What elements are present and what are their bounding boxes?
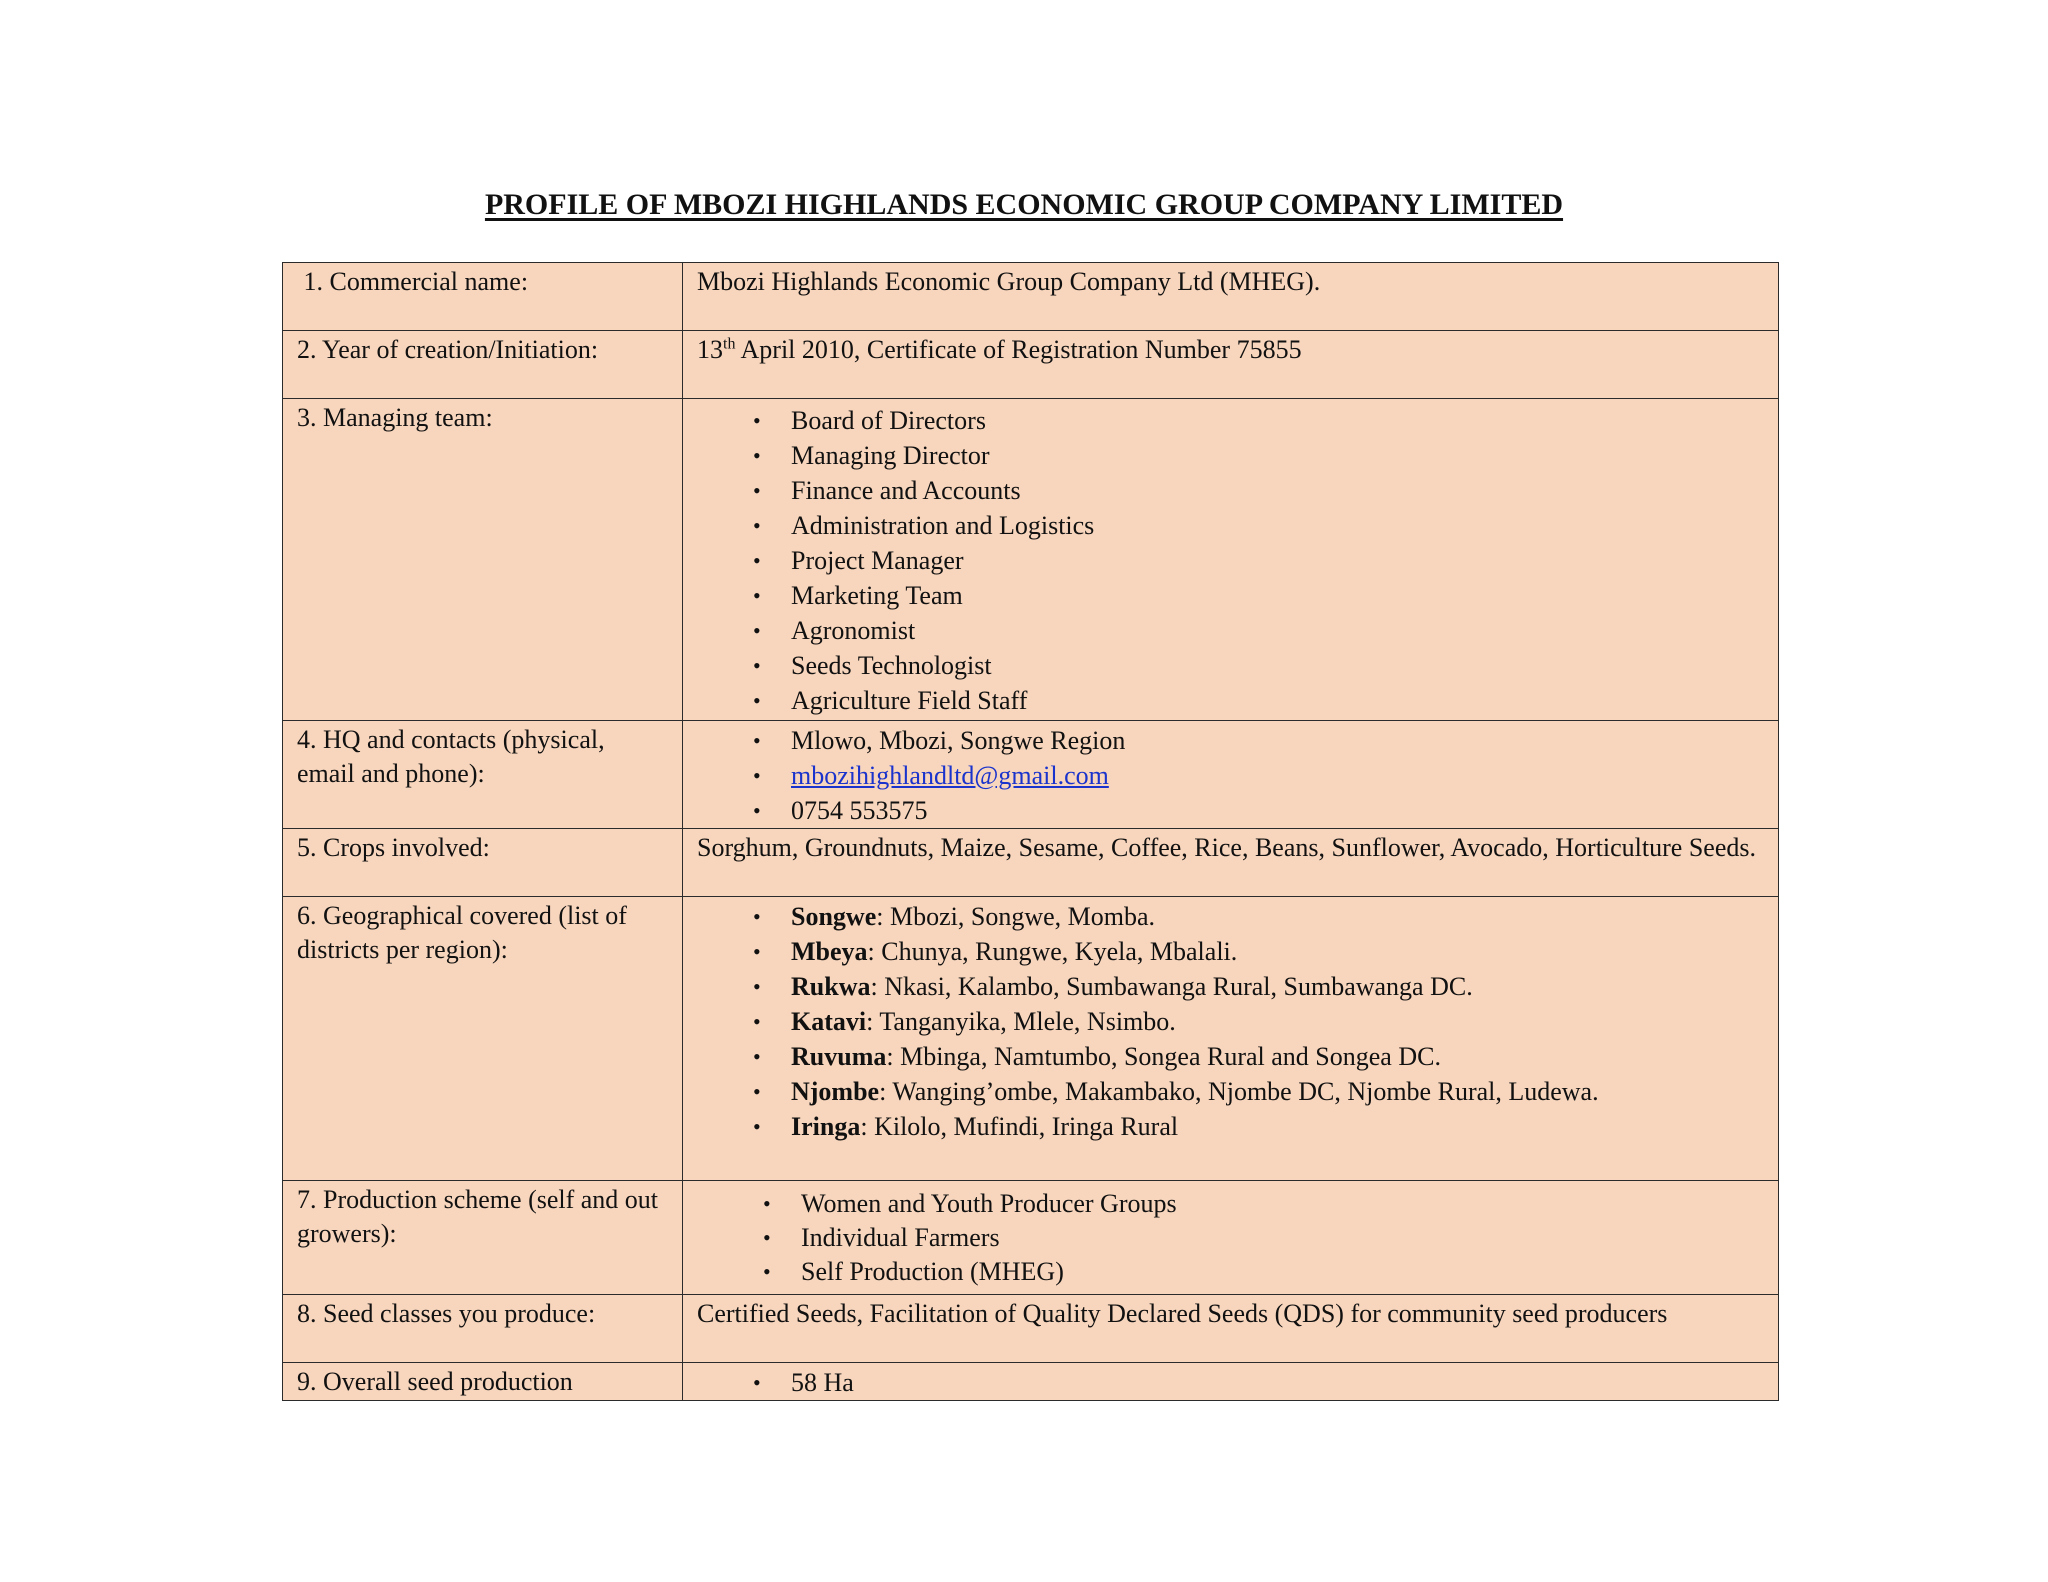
- list-item: [753, 934, 1764, 969]
- bullet-icon: •: [753, 408, 761, 433]
- contacts-list: [697, 723, 1764, 828]
- region-districts: : Tanganyika, Mlele, Nsimbo.: [866, 1007, 1176, 1036]
- bullet-icon: •: [753, 1079, 761, 1104]
- bullet-icon: •: [753, 443, 761, 468]
- bullet-icon: •: [753, 1009, 761, 1034]
- bullet-icon: •: [753, 939, 761, 964]
- row-value: Sorghum, Groundnuts, Maize, Sesame, Coffee, Rice, Beans, Sunflower, Avocado, Horticulture Seeds.: [683, 829, 1779, 897]
- table-row-crops: [283, 829, 1779, 897]
- list-item: [753, 1074, 1764, 1109]
- row-value: [683, 1363, 1779, 1401]
- bullet-icon: •: [753, 728, 761, 753]
- row-value: Certified Seeds, Facilitation of Quality Declared Seeds (QDS) for community seed producers: [683, 1295, 1779, 1363]
- document-title: PROFILE OF MBOZI HIGHLANDS ECONOMIC GROUP COMPANY LIMITED: [484, 188, 1564, 221]
- bullet-icon: •: [753, 763, 761, 788]
- table-row-seed-classes: [283, 1295, 1779, 1363]
- profile-table: [282, 262, 1779, 1401]
- row-label: 5. Crops involved:: [283, 829, 683, 897]
- regions-list: [697, 899, 1764, 1144]
- list-item: • Finance and Accounts: [753, 473, 1764, 508]
- bullet-icon: •: [753, 974, 761, 999]
- table-row-managing-team: [283, 399, 1779, 721]
- region-districts: : Wanging’ombe, Makambako, Njombe DC, Njombe Rural, Ludewa.: [879, 1077, 1599, 1106]
- region-name: Rukwa: [791, 972, 871, 1001]
- hq-location: Mlowo, Mbozi, Songwe Region: [791, 726, 1126, 755]
- row-label: 9. Overall seed production: [283, 1363, 683, 1401]
- list-item: [753, 969, 1764, 1004]
- bullet-icon: •: [763, 1225, 771, 1250]
- list-item: [753, 758, 1764, 793]
- date-day: 13: [697, 335, 723, 364]
- list-item: • Agriculture Field Staff: [753, 683, 1764, 718]
- row-value: [683, 1181, 1779, 1295]
- bullet-icon: •: [753, 688, 761, 713]
- region-name: Songwe: [791, 902, 877, 931]
- row-value: [683, 331, 1779, 399]
- bullet-icon: •: [753, 904, 761, 929]
- phone-number: 0754 553575: [791, 796, 928, 825]
- region-name: Njombe: [791, 1077, 880, 1106]
- list-item: • Self Production (MHEG): [763, 1255, 1764, 1289]
- table-row-geographical-coverage: [283, 897, 1779, 1181]
- region-districts: : Mbinga, Namtumbo, Songea Rural and Songea DC.: [886, 1042, 1441, 1071]
- bullet-icon: •: [753, 583, 761, 608]
- table-row-year-of-creation: [283, 331, 1779, 399]
- bullet-icon: •: [753, 798, 761, 823]
- bullet-icon: •: [753, 653, 761, 678]
- list-item: • 58 Ha: [753, 1365, 1764, 1400]
- region-districts: : Mbozi, Songwe, Momba.: [876, 902, 1156, 931]
- bullet-icon: •: [753, 618, 761, 643]
- row-label: 8. Seed classes you produce:: [283, 1295, 683, 1363]
- row-label: 4. HQ and contacts (physical, email and phone):: [283, 721, 683, 829]
- managing-team-list: [697, 403, 1764, 718]
- row-label: 1. Commercial name:: [283, 263, 683, 331]
- list-item: • Agronomist: [753, 613, 1764, 648]
- list-item: [753, 723, 1764, 758]
- list-item: • Marketing Team: [753, 578, 1764, 613]
- region-districts: : Kilolo, Mufindi, Iringa Rural: [860, 1112, 1179, 1141]
- bullet-icon: •: [753, 1114, 761, 1139]
- list-item: • Administration and Logistics: [753, 508, 1764, 543]
- region-districts: : Chunya, Rungwe, Kyela, Mbalali.: [867, 937, 1238, 966]
- production-scheme-list: [697, 1187, 1764, 1289]
- list-item: • Board of Directors: [753, 403, 1764, 438]
- bullet-icon: •: [753, 548, 761, 573]
- region-districts: : Nkasi, Kalambo, Sumbawanga Rural, Sumbawanga DC.: [870, 972, 1473, 1001]
- region-name: Mbeya: [791, 937, 868, 966]
- production-list: [697, 1365, 1764, 1400]
- table-row-hq-contacts: [283, 721, 1779, 829]
- region-name: Iringa: [791, 1112, 861, 1141]
- table-row-overall-production: [283, 1363, 1779, 1401]
- row-value: [683, 399, 1779, 721]
- bullet-icon: •: [763, 1191, 771, 1216]
- list-item: [753, 1004, 1764, 1039]
- row-label: 2. Year of creation/Initiation:: [283, 331, 683, 399]
- row-label: 7. Production scheme (self and out growers):: [283, 1181, 683, 1295]
- list-item: [753, 899, 1764, 934]
- row-label: 6. Geographical covered (list of districts per region):: [283, 897, 683, 1181]
- email-link[interactable]: mbozihighlandltd@gmail.com: [791, 761, 1109, 790]
- bullet-icon: •: [753, 513, 761, 538]
- list-item: • Individual Farmers: [763, 1221, 1764, 1255]
- list-item: [753, 1039, 1764, 1074]
- bullet-icon: •: [753, 1044, 761, 1069]
- list-item: [753, 1109, 1764, 1144]
- row-value: [683, 721, 1779, 829]
- bullet-icon: •: [753, 478, 761, 503]
- row-value: Mbozi Highlands Economic Group Company Ltd (MHEG).: [683, 263, 1779, 331]
- list-item: • Women and Youth Producer Groups: [763, 1187, 1764, 1221]
- region-name: Katavi: [791, 1007, 867, 1036]
- list-item: • Seeds Technologist: [753, 648, 1764, 683]
- table-row-commercial-name: [283, 263, 1779, 331]
- bullet-icon: •: [753, 1370, 761, 1395]
- list-item: • Project Manager: [753, 543, 1764, 578]
- date-rest: April 2010, Certificate of Registration Number 75855: [735, 335, 1302, 364]
- region-name: Ruvuma: [791, 1042, 887, 1071]
- list-item: • Managing Director: [753, 438, 1764, 473]
- bullet-icon: •: [763, 1259, 771, 1284]
- date-ordinal-suffix: th: [723, 335, 736, 353]
- row-label: 3. Managing team:: [283, 399, 683, 721]
- list-item: [753, 793, 1764, 828]
- row-value: [683, 897, 1779, 1181]
- table-row-production-scheme: [283, 1181, 1779, 1295]
